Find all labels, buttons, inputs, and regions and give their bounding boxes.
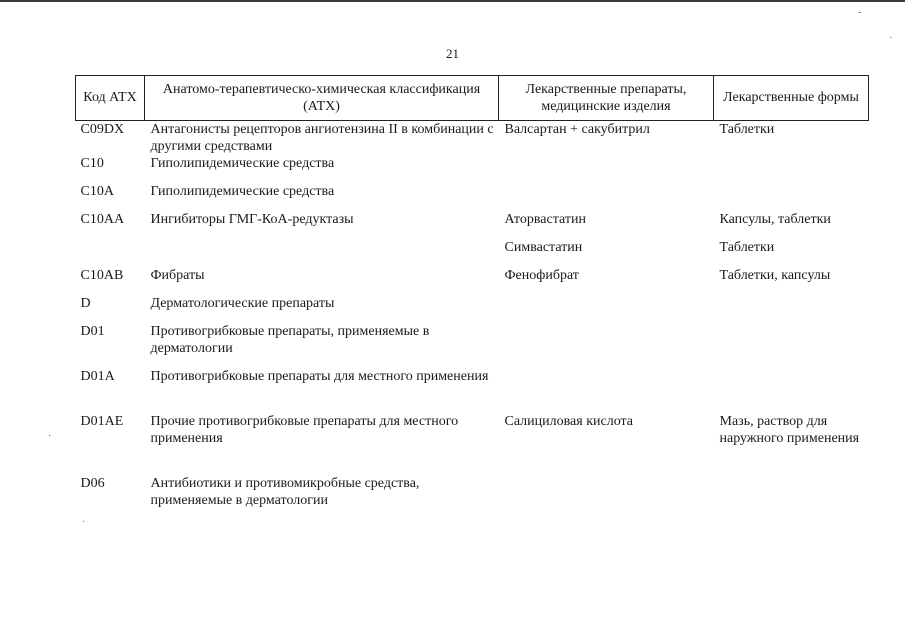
scan-speck: · bbox=[82, 517, 86, 528]
classification-cell: Антагонисты рецепторов ангиотензина II в комбинации с другими средствами bbox=[150, 122, 494, 154]
atc-code-cell: C10A bbox=[80, 184, 114, 199]
atc-code-cell: D06 bbox=[80, 476, 105, 491]
scan-speck: · bbox=[889, 33, 893, 44]
table-row bbox=[76, 267, 869, 295]
page-number: 21 bbox=[446, 46, 459, 61]
classification-cell: Антибиотики и противомикробные средства, применяемые в дерматологии bbox=[150, 476, 420, 508]
scan-speck: - bbox=[858, 7, 862, 18]
header-forms: Лекарственные формы bbox=[714, 76, 869, 121]
form-cell bbox=[714, 295, 869, 323]
form-cell bbox=[714, 155, 869, 183]
scan-speck: · bbox=[48, 431, 52, 442]
classification-cell: Противогрибковые препараты для местного применения bbox=[150, 369, 489, 384]
classification-cell: Гиполипидемические средства bbox=[150, 156, 335, 171]
table-row bbox=[76, 475, 869, 520]
drug-cell bbox=[499, 368, 714, 413]
form-cell: Таблетки bbox=[719, 122, 775, 137]
classification-cell: Дерматологические препараты bbox=[150, 296, 335, 311]
top-border-line bbox=[0, 0, 905, 2]
table-row bbox=[76, 295, 869, 323]
drug-cell: Симвастатин bbox=[504, 240, 583, 255]
atc-code-cell bbox=[76, 239, 145, 267]
table-row bbox=[76, 121, 869, 156]
atc-drug-table bbox=[75, 75, 869, 520]
atc-code-cell: D01A bbox=[80, 369, 115, 384]
table-row bbox=[76, 239, 869, 267]
form-cell: Капсулы, таблетки bbox=[719, 212, 831, 227]
classification-cell: Фибраты bbox=[150, 268, 205, 283]
table-row bbox=[76, 155, 869, 183]
form-cell bbox=[714, 183, 869, 211]
form-cell: Таблетки bbox=[719, 240, 775, 255]
drug-cell bbox=[499, 183, 714, 211]
form-cell bbox=[714, 368, 869, 413]
atc-code-cell: C10 bbox=[80, 156, 104, 171]
atc-code-cell: D bbox=[80, 296, 91, 311]
drug-cell bbox=[499, 155, 714, 183]
drug-cell: Фенофибрат bbox=[504, 268, 579, 283]
header-classification: Анатомо-терапевтическо-химическая классификация (АТХ) bbox=[145, 76, 499, 121]
atc-code-cell: C10AA bbox=[80, 212, 125, 227]
drug-cell: Аторвастатин bbox=[504, 212, 586, 227]
table-header-row bbox=[76, 76, 869, 121]
drug-cell bbox=[499, 295, 714, 323]
header-code: Код АТХ bbox=[76, 76, 145, 121]
classification-cell: Противогрибковые препараты, применяемые в дерматологии bbox=[150, 324, 430, 356]
table-row bbox=[76, 323, 869, 368]
atc-code-cell: D01 bbox=[80, 324, 105, 339]
table-row bbox=[76, 183, 869, 211]
form-cell bbox=[714, 323, 869, 368]
classification-cell: Гиполипидемические средства bbox=[150, 184, 335, 199]
table-row bbox=[76, 211, 869, 239]
drug-cell bbox=[499, 475, 714, 520]
header-drugs: Лекарственные препараты, медицинские изделия bbox=[499, 76, 714, 121]
drug-cell: Валсартан + сакубитрил bbox=[504, 122, 650, 137]
table-row bbox=[76, 368, 869, 413]
classification-cell: Прочие противогрибковые препараты для местного применения bbox=[150, 414, 459, 446]
drug-cell bbox=[499, 323, 714, 368]
drug-cell: Салициловая кислота bbox=[504, 414, 634, 429]
table-row bbox=[76, 413, 869, 475]
classification-cell bbox=[145, 239, 499, 267]
atc-code-cell: C10AB bbox=[80, 268, 124, 283]
form-cell: Таблетки, капсулы bbox=[719, 268, 831, 283]
atc-code-cell: D01AE bbox=[80, 414, 124, 429]
form-cell: Мазь, раствор для наружного применения bbox=[719, 414, 860, 446]
classification-cell: Ингибиторы ГМГ-КоА-редуктазы bbox=[150, 212, 354, 227]
atc-code-cell: C09DX bbox=[80, 122, 125, 137]
form-cell bbox=[714, 475, 869, 520]
